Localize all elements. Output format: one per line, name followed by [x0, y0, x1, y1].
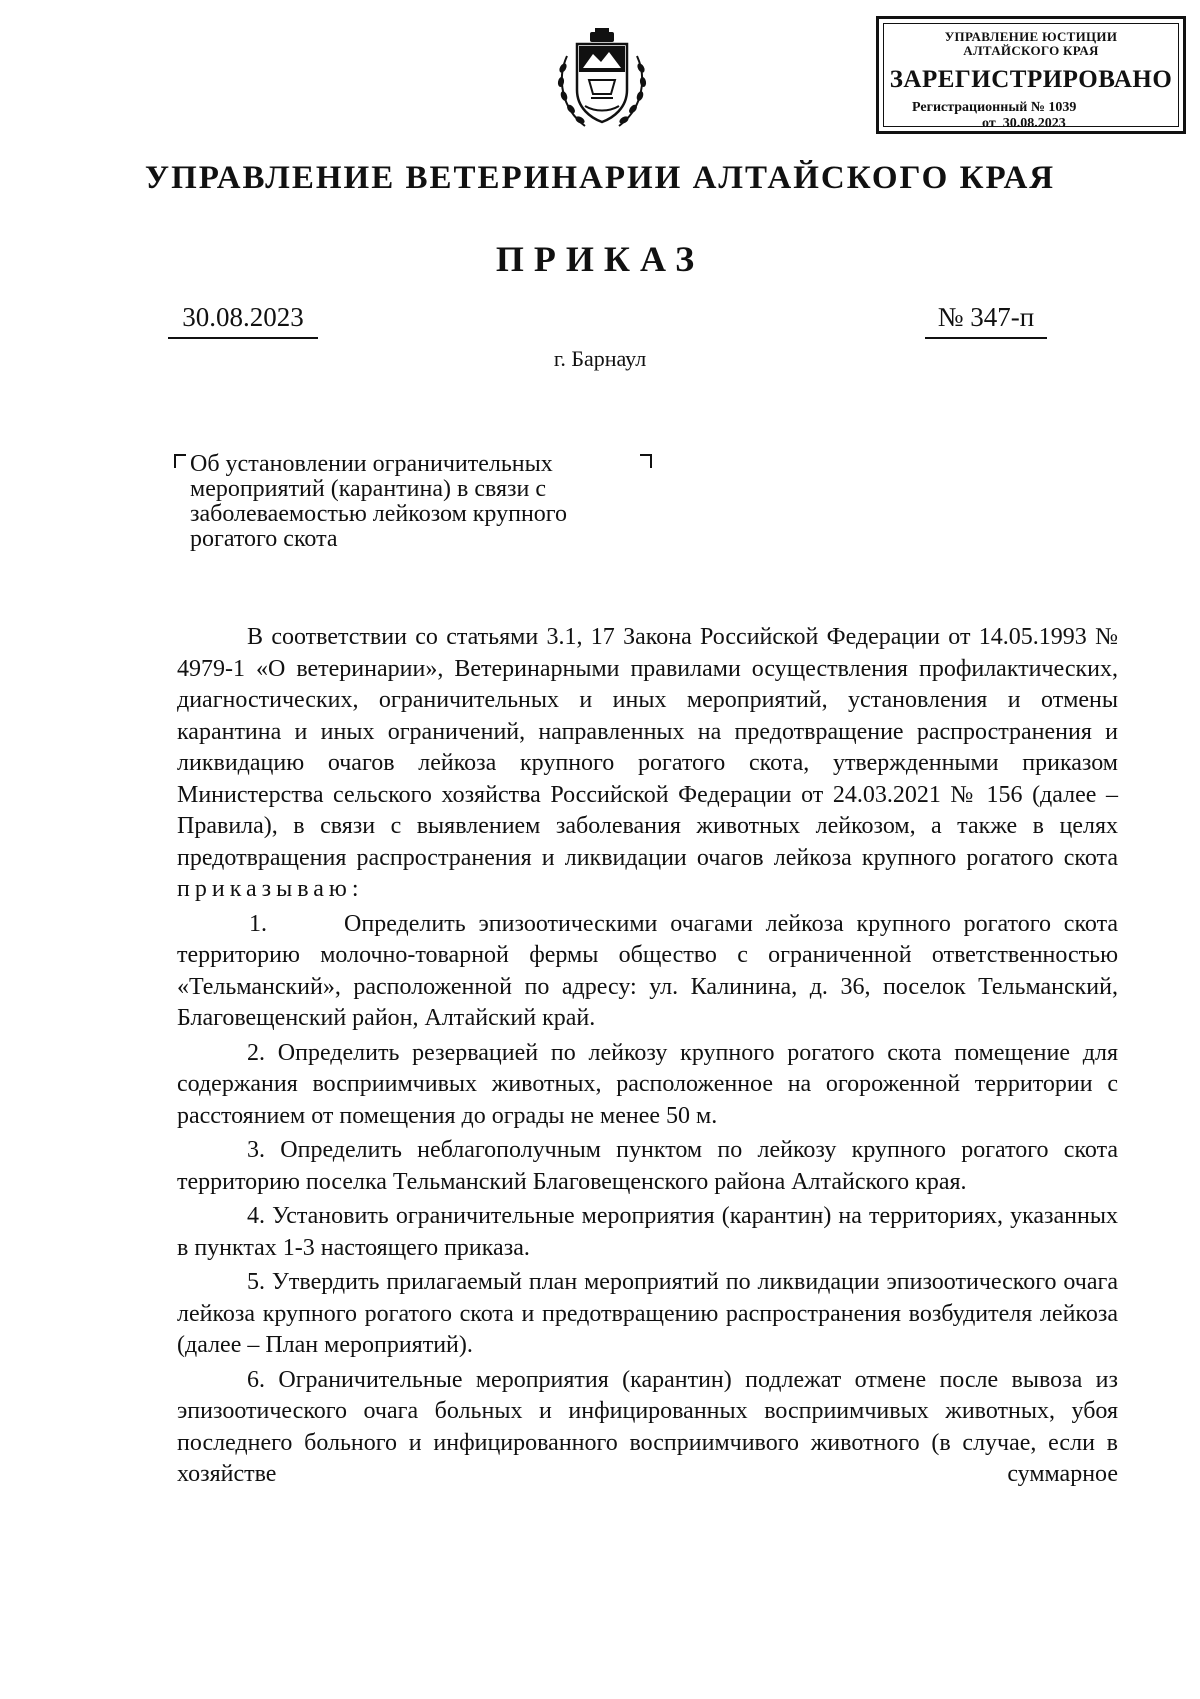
- order-number: № 347-п: [925, 302, 1047, 339]
- stamp-registration-date: от 30.08.2023: [982, 116, 1066, 131]
- order-word: приказываю:: [177, 876, 364, 902]
- order-item-5: 5. Утвердить прилагаемый план мероприятий по ликвидации эпизоотического очага лейкоза крупного рогатого скота и предотвращению распространения возбудителя лейкоза (далее – План мероприятий).: [177, 1269, 1118, 1358]
- order-city: г. Барнаул: [553, 346, 647, 371]
- preamble-text: В соответствии со статьями 3.1, 17 Закона Российской Федерации от 14.05.1993 № 4979-1 «О ветеринарии», Ветеринарными правилами осуществления профилактических, диагностических, ограничительных и иных мероприятий, установления и отмены карантина и иных ограничений, направленных на предотвращение распространения и ликвидацию очагов лейкоза крупного рогатого скота, утвержденными приказом Министерства сельского хозяйства Российской Федерации от 24.03.2021 № 156 (далее – Правила), в связи с выявлением заболевания животных лейкозом, а также в целях предотвращения распространения и ликвидации очагов лейкоза крупного рогатого скота: [177, 624, 1118, 871]
- stamp-organization-line1: УПРАВЛЕНИЕ ЮСТИЦИИ: [944, 29, 1118, 44]
- subject-corner-right: [640, 454, 652, 468]
- subject-line: заболеваемостью лейкозом крупного: [190, 501, 568, 527]
- order-subject: [174, 452, 652, 552]
- order-item-2: 2. Определить резервацией по лейкозу крупного рогатого скота помещение для содержания восприимчивых животных, расположенное на огороженной территории с расстоянием от помещения до ограды не менее 50 м.: [177, 1039, 1118, 1129]
- order-item-1: 1. Определить эпизоотическими очагами лейкоза крупного рогатого скота территорию молочно-товарной фермы общество с ограниченной ответственностью «Тельманский», расположенной по адресу: ул. Калинина, д. 36, поселок Тельманский, Благовещенский район, Алтайский край.: [177, 910, 1124, 1031]
- registration-stamp-inner-border: [883, 23, 1179, 131]
- stamp-organization: [884, 30, 1178, 58]
- order-item-3: 3. Определить неблагополучным пунктом по лейкозу крупного рогатого скота территорию поселка Тельманский Благовещенского района Алтайского края.: [177, 1137, 1118, 1195]
- subject-line: Об установлении ограничительных: [190, 451, 553, 477]
- order-date: 30.08.2023: [168, 302, 318, 339]
- subject-line: мероприятий (карантина) в связи с: [190, 476, 547, 502]
- order-item-6: 6. Ограничительные мероприятия (карантин) подлежат отмене после вывоза из эпизоотического очага больных и инфицированных восприимчивых животных, убоя последнего больного и инфицированного восприимчивого животного (в случае, если в хозяйстве суммарное: [177, 1366, 1118, 1487]
- subject-text: [174, 452, 652, 552]
- order-item-4: 4. Установить ограничительные мероприятия (карантин) на территориях, указанных в пунктах 1-3 настоящего приказа.: [177, 1203, 1118, 1261]
- registration-stamp: [876, 16, 1186, 134]
- subject-corner-left: [174, 454, 186, 468]
- preamble-paragraph: [177, 622, 1118, 906]
- subject-line: рогатого скота: [190, 526, 338, 552]
- document-type: ПРИКАЗ: [495, 239, 705, 279]
- stamp-registration-number: Регистрационный № 1039: [912, 100, 1077, 115]
- order-body: [177, 622, 1124, 1491]
- altai-krai-coat-of-arms-icon: [555, 28, 649, 136]
- stamp-organization-line2: АЛТАЙСКОГО КРАЯ: [963, 43, 1099, 58]
- stamp-status: ЗАРЕГИСТРИРОВАНО: [889, 66, 1173, 93]
- agency-title: УПРАВЛЕНИЕ ВЕТЕРИНАРИИ АЛТАЙСКОГО КРАЯ: [144, 160, 1056, 196]
